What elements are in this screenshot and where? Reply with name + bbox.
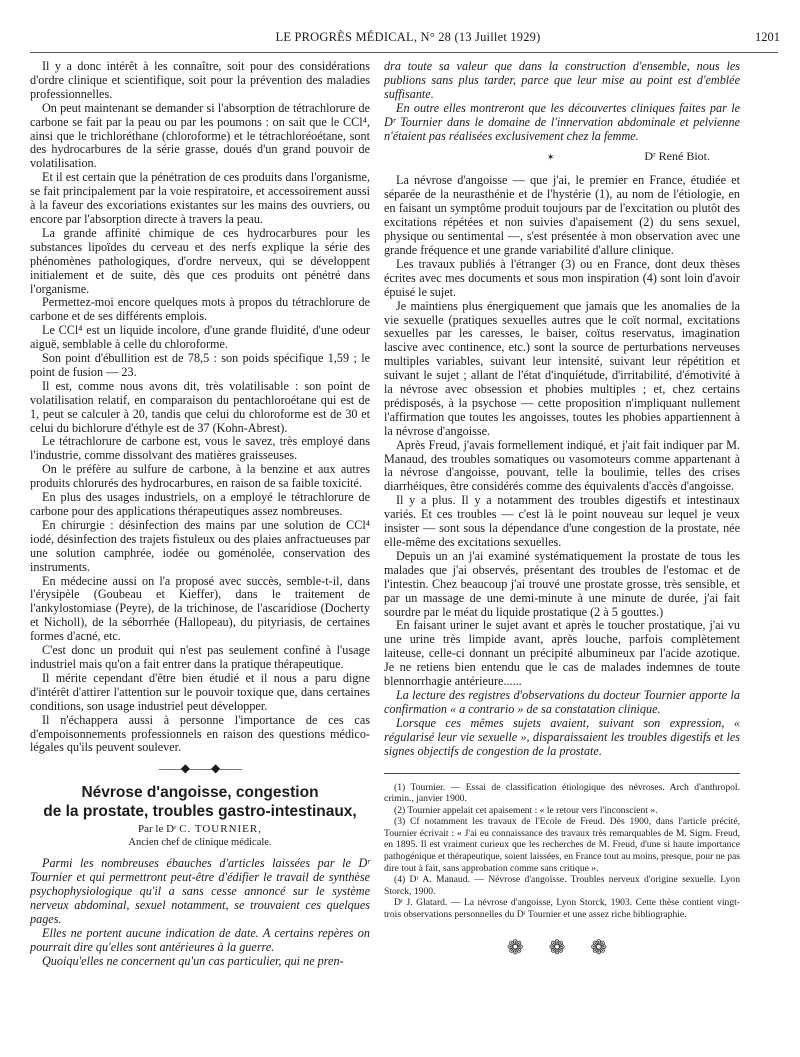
paragraph: Il mérite cependant d'être bien étudié et il nous a paru digne d'intérêt d'attirer l'attention sur le pouvoir toxique que, dans certaines conditions, son usage industriel peut développer. <box>30 670 370 713</box>
article-title-line: de la prostate, troubles gastro-intestinaux, <box>43 803 357 821</box>
paragraph: En médecine aussi on l'a proposé avec succès, semble-t-il, dans l'érysipèle (Goubeau et Kieffer), dans le traitement de l'ankylostomiase (Peyre), de la trichinose, de l'ascaridiose (Docherty et Nicholl), de la séborrhée (Hallopeau), du pityriasis, de certaines formes d'acné, etc. <box>30 573 370 644</box>
paragraph: On le préfère au sulfure de carbone, à la benzine et aux autres produits chlorurés des hydrocarbures, en raison de sa faible toxicité. <box>30 462 370 491</box>
footnote: (1) Tournier. — Essai de classification étiologique des névroses. Arch d'anthropol. crimin., janvier 1900. <box>384 781 740 805</box>
footnote-rule <box>384 773 740 774</box>
footnote: (4) Dʳ A. Manaud. — Névrose d'angoisse. Troubles nerveux d'origine sexuelle. Lyon Storck, 1900. <box>384 874 740 897</box>
byline-prefix: Par le Dʳ <box>138 823 177 836</box>
footnote: (2) Tournier appelait cet apaisement : « le retour vers l'inconscient ». <box>394 804 658 816</box>
paragraph: La névrose d'angoisse — que j'ai, le premier en France, étudiée et séparée de la neurasthénie et de l'hystérie (1), au nom de l'étiologie, en en faisant un symptôme produit toujours par de l'excitation ou plutôt des excitations répétées et non suivies d'apaisement (2) du sens sexuel, physique ou sentimental —, s'est présentée à mon observation avec une grande fréquence et une grande variabilité d'allure clinique. <box>384 173 740 257</box>
paragraph: Permettez-moi encore quelques mots à propos du tétrachlorure de carbone et de ses différents emplois. <box>30 295 370 324</box>
paragraph: En faisant uriner le sujet avant et après le toucher prostatique, j'ai vu une urine très limpide avant, après louche, parfois complètement laiteuse, celle-ci donnant un précipité albumineux par l'acide azotique. Je ne retiens bien entendu que le cas de malades indemnes de toute blennorrhagie antérieure...... <box>384 618 740 689</box>
right-column <box>384 60 740 960</box>
paragraph: Il y a plus. Il y a notamment des troubles digestifs et intestinaux variés. Et ces troubles — c'est là le point nouveau sur lequel je veux insister — sont sous la dépendance d'une congestion de la prostate, née elle-même des excitations sexuelles. <box>384 493 740 549</box>
paragraph: La lecture des registres d'observations du docteur Tournier apporte la confirmation « a contrario » de sa constatation clinique. <box>384 687 740 716</box>
paragraph: C'est donc un produit qui n'est pas seulement confiné à l'usage industriel mais qu'on a fait entrer dans la pratique thérapeutique. <box>30 643 370 671</box>
paragraph: Et il est certain que la pénétration de ces produits dans l'organisme, se fait principalement par la voie respiratoire, et accessoirement aussi à la faveur des excoriations existantes sur les mains des ouvriers, ou encore par l'absorption directe à travers la peau. <box>30 170 370 226</box>
section-divider: ——◆——◆—— <box>158 761 242 776</box>
article-title-line: Névrose d'angoisse, congestion <box>81 784 319 802</box>
paragraph: Depuis un an j'ai examiné systématiquement la prostate de tous les malades que j'ai observés, présentant des troubles de l'estomac et de l'intestin. Chez beaucoup j'ai trouvé une prostate grosse, très sensible, et par un massage de une demi-minute à une minute de durée, j'ai fait sourdre par le méat du liquide prostatique (2 à 5 gouttes.) <box>384 548 740 619</box>
floral-ornament-icon: ❁ ❁ ❁ <box>506 936 618 959</box>
paragraph: Son point d'ébullition est de 78,5 : son poids spécifique 1,59 ; le point de fusion — 23. <box>30 351 370 379</box>
footnote: Dʳ J. Glatard. — La névrose d'angoisse, Lyon Storck, 1903. Cette thèse contient vingt-trois observations personnelles du Dʳ Tournier et une assez riche bibliographie. <box>384 897 740 921</box>
paragraph: Les travaux publiés à l'étranger (3) ou en France, dont deux thèses écrites avec mes documents et sous mon inspiration (4) sont loin d'avoir épuisé le sujet. <box>384 256 740 299</box>
paragraph: La grande affinité chimique de ces hydrocarbures pour les substances lipoïdes du cerveau et des nerfs explique la série des phénomènes pathologiques, d'ordre nerveux, qui se développent initialement et de suite, dès que ces produits ont pénétré dans l'organisme. <box>30 225 370 296</box>
paragraph: Le tétrachlorure de carbone est, vous le savez, très employé dans l'industrie, comme dissolvant des matières graisseuses. <box>30 434 370 463</box>
intro-paragraph: En outre elles montreront que les découvertes cliniques faites par le Dʳ Tournier dans le domaine de l'innervation abdominale et pelvienne n'étaient pas réalisées exclusivement chez la femme. <box>384 100 740 143</box>
paragraph: En chirurgie : désinfection des mains par une solution de CCl⁴ iodé, désinfection des trajets fistuleux ou des plaies anfractueuses par une solution camphrée, iodée ou goménolée, conservation des instruments. <box>30 517 370 574</box>
paragraph: Je maintiens plus énergiquement que jamais que les anomalies de la vie sexuelle (pratiques sexuelles autres que le coït normal, excitations sexuelles par les caresses, le baiser, coïtus reservatus, imagination lascive avec continence, etc.) sont la source de perturbations nerveuses multiples variables, suivant leur intensité, suivant leur répétition et suivant le sujet ; allant de l'état d'inquiétude, d'irritabilité, d'émotivité à la névrose avec obsession et phobies multiples ; et, chez certains prédisposés, à la psychose — cette proposition n'impliquant nullement l'affirmation que toutes les angoisses, toutes les phobies appartiennent à la névrose d'angoisse. <box>384 298 740 438</box>
paragraph: Il n'échappera aussi à personne l'importance de ces cas d'empoisonnements professionnels en raison des questions médico-légales qu'ils peuvent soulever. <box>30 712 370 755</box>
footnote: (3) Cf notamment les travaux de l'Ecole de Freud. Dès 1900, dans l'article précité, Tournier écrivait : « J'ai eu connaissance des travaux très remarquables de M. Sigm. Freud, en 1895. Il est vraiment curieux que les recherches de M. Freud, d'une si haute importance pathogénique et thérapeutique, soient laissées, en France tout au moins, presque, pour ne pas dire tout à fait, sans approbation comme sans critique ». <box>384 816 740 874</box>
running-title: LE PROGRÈS MÉDICAL, N° 28 (13 Juillet 1929) <box>275 30 541 44</box>
intro-paragraph: Elles ne portent aucune indication de date. A certains repères on pourrait dire qu'elles sont antérieures à la guerre. <box>30 925 370 954</box>
author-name: C. TOURNIER, <box>179 823 262 836</box>
intro-paragraph: Quoiqu'elles ne concernent qu'un cas particulier, qui ne pren- <box>42 953 344 968</box>
left-column <box>30 60 370 969</box>
author-affiliation: Ancien chef de clinique médicale. <box>128 837 272 849</box>
paragraph: Il y a donc intérêt à les connaître, soit pour des considérations d'ordre clinique et scientifique, soit pour la prévention des maladies professionnelles. <box>30 59 370 101</box>
intro-paragraph: Parmi les nombreuses ébauches d'articles laissées par le Dʳ Tournier et qui permettront peut-être d'édifier le travail de synthèse psychophysiologique qu'il a sans cesse annoncé sur le système nerveux abdominal, sexuel notamment, se trouvaient ces quelques pages. <box>30 856 370 926</box>
article-title <box>30 783 370 821</box>
page-number: 1201 <box>755 30 780 44</box>
paragraph: Il est, comme nous avons dit, très volatilisable : son point de volatilisation relatif, en comparaison du pentachloroétane qui est de 1, peut se calculer à 20, tandis que celui du chloroforme est de 30 et celui du bichlorure d'éthyle est de 37 (Kohn-Abrest). <box>30 378 370 435</box>
paragraph: Après Freud, j'avais formellement indiqué, et j'ait fait indiquer par M. Manaud, des troubles somatiques ou vasomoteurs comme appartenant à la névrose d'angoisse, pouvant, telle la boulimie, telles des crises diarrhéiques, être considérés comme des équivalents d'accès d'angoisse. <box>384 437 740 494</box>
header-rule <box>30 52 778 53</box>
paragraph: Le CCl⁴ est un liquide incolore, d'une grande fluidité, d'une odeur aiguë, semblable à celle du chloroforme. <box>30 323 370 352</box>
paragraph: En plus des usages industriels, on a employé le tétrachlorure de carbone pour des applications thérapeutiques assez nombreuses. <box>30 490 370 518</box>
intro-paragraph: dra toute sa valeur que dans la construction d'ensemble, nous les publions sans plus tarder, parce que leur mise au point est d'emblée suffisante. <box>384 59 740 101</box>
paragraph: Lorsque ces mêmes sujets avaient, suivant son expression, « régularisé leur vie sexuelle », disparaissaient les troubles digestifs et les signes objectifs de congestion de la prostate. <box>384 715 740 758</box>
byline <box>30 823 370 836</box>
running-header <box>36 30 780 52</box>
paragraph: On peut maintenant se demander si l'absorption de tétrachlorure de carbone se fait par la peau ou par les poumons : on sait que le CCl⁴, ainsi que le trichloréthane (chloroforme) et le tétrachloréoétane, sont des hydrocarbures de la série grasse, doués d'un grand pouvoir de volatilisation. <box>30 100 370 171</box>
editor-signature: ✶ Dʳ René Biot. <box>384 149 710 164</box>
